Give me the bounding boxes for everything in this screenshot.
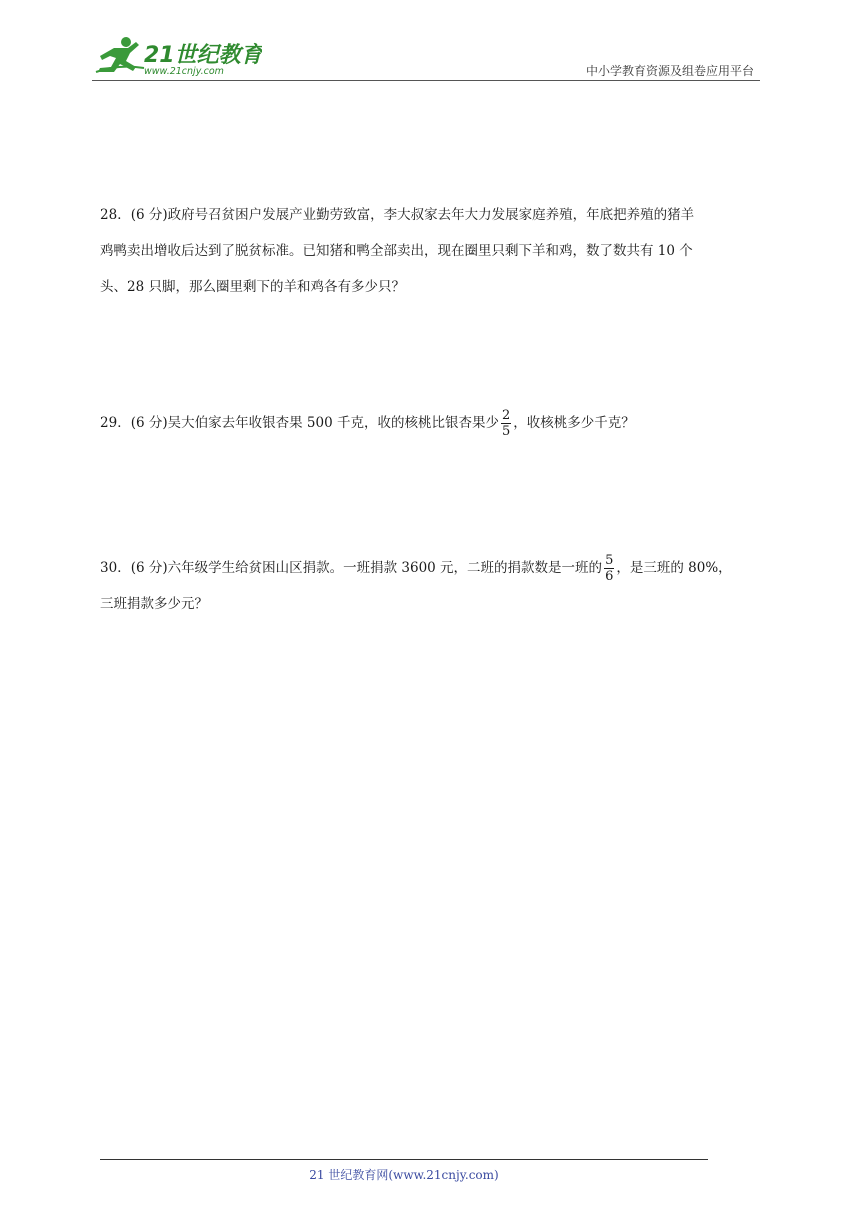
question-text: 政府号召贫困户发展产业勤劳致富，李大叔家去年大力发展家庭养殖，年底把养殖的猪羊 — [167, 207, 695, 223]
question-points: (6 分) — [130, 415, 168, 431]
question-28-line-2: 鸡鸭卖出增收后达到了脱贫标准。已知猪和鸭全部卖出，现在圈里只剩下羊和鸡，数了数共有 10 个 — [100, 243, 693, 259]
fraction — [604, 553, 614, 584]
site-logo — [92, 34, 262, 78]
header-divider — [92, 80, 760, 81]
question-28-line-3: 头、28 只脚，那么圈里剩下的羊和鸡各有多少只？ — [100, 279, 405, 295]
question-number: 30 — [100, 560, 118, 576]
question-text: 吴大伯家去年收银杏果 500 千克，收的核桃比银杏果少 — [167, 415, 499, 431]
fraction-denominator: 6 — [605, 569, 614, 584]
question-30-line-1: 30．(6 分)六年级学生给贫困山区捐款。一班捐款 3600 元，二班的捐款数是一班的 $\frac{5}{6}$ ，是三班的 80%， — [100, 553, 732, 584]
logo-url: www.21cnjy.com — [144, 66, 224, 77]
question-28 — [100, 197, 760, 305]
question-number: 28 — [100, 207, 118, 223]
logo-title: 21世纪教育 — [144, 43, 262, 68]
fraction-denominator: 5 — [501, 424, 511, 439]
footer-divider — [100, 1159, 708, 1160]
fraction-numerator: 5 — [605, 553, 614, 568]
question-29: 29．(6 分)吴大伯家去年收银杏果 500 千克，收的核桃比银杏果少 $\frac{2}{5}$ ，收核桃多少千克？ — [100, 408, 635, 439]
question-30-line-2: 三班捐款多少元？ — [100, 596, 208, 612]
question-number: 29 — [100, 415, 118, 431]
runner-logo-icon — [92, 34, 262, 78]
question-points: (6 分) — [130, 560, 168, 576]
question-30 — [100, 550, 760, 622]
header-platform-text: 中小学教育资源及组卷应用平台 — [585, 64, 754, 78]
fraction-numerator: 2 — [501, 408, 511, 423]
question-points: (6 分) — [130, 207, 168, 223]
question-28-line-1: 28．(6 分)政府号召贫困户发展产业勤劳致富，李大叔家去年大力发展家庭养殖，年底把养殖的猪羊 — [100, 207, 695, 223]
fraction — [501, 408, 511, 439]
question-text-end: ，是三班的 80%， — [616, 560, 732, 576]
question-text: 六年级学生给贫困山区捐款。一班捐款 3600 元，二班的捐款数是一班的 — [167, 560, 603, 576]
footer-link[interactable]: 21 世纪教育网(www.21cnjy.com) — [309, 1168, 499, 1182]
question-text-end: ，收核桃多少千克？ — [513, 415, 635, 431]
